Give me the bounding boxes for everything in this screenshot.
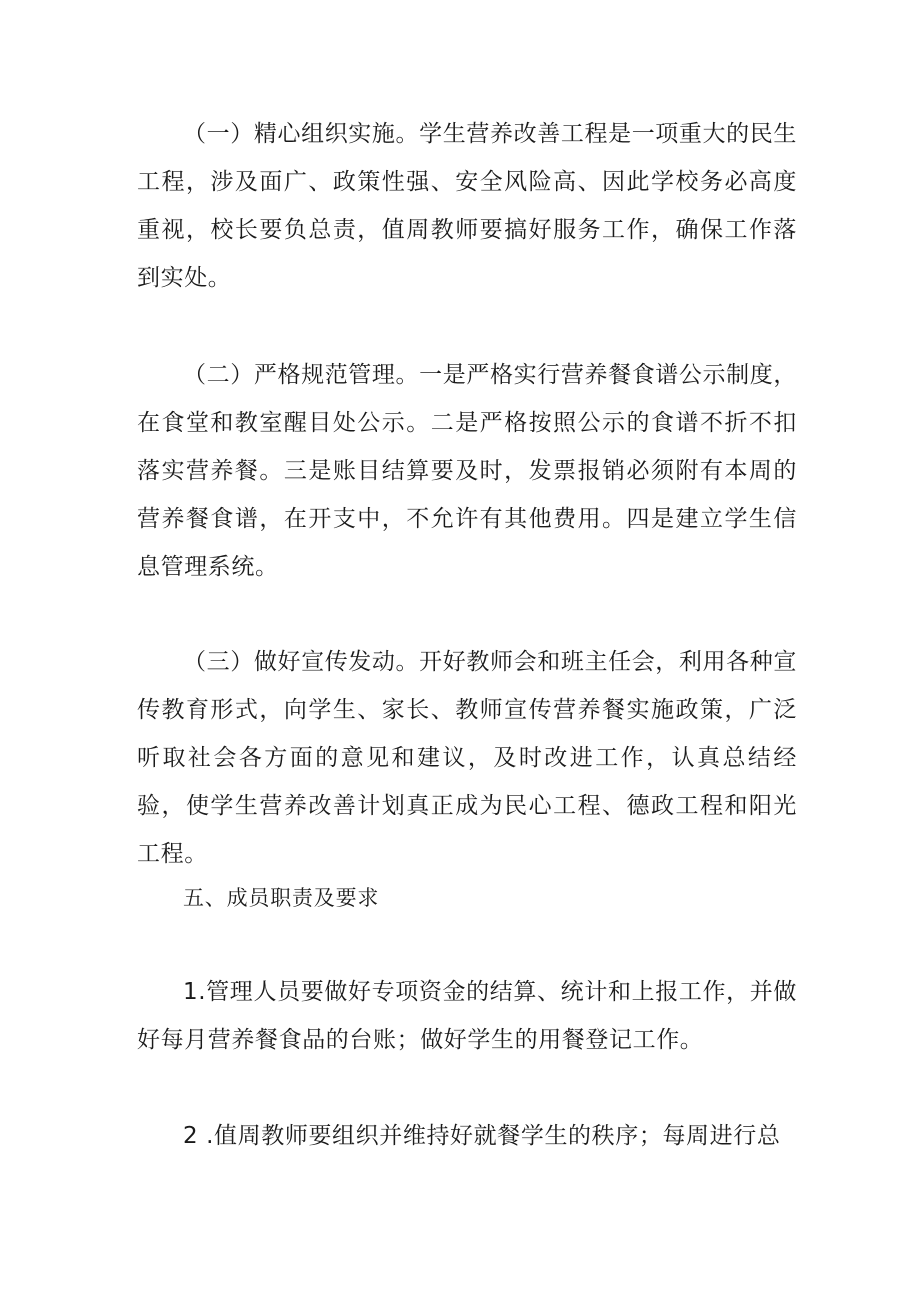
paragraph-organize-implementation: （一）精心组织实施。学生营养改善工程是一项重大的民生工程，涉及面广、政策性强、安全风险高、因此学校务必高度重视，校长要负总责，值周教师要搞好服务工作，确保工作落到实处。	[137, 121, 797, 291]
paragraph-publicity: （三）做好宣传发动。开好教师会和班主任会，利用各种宣传教育形式，向学生、家长、教师宣传营养餐实施政策，广泛听取社会各方面的意见和建议，及时改进工作，认真总结经验，使学生营养改善计划真正成为民心工程、德政工程和阳光工程。	[137, 649, 797, 867]
paragraph-strict-management: （二）严格规范管理。一是严格实行营养餐食谱公示制度，在食堂和教室醒目处公示。二是严格按照公示的食谱不折不扣落实营养餐。三是账目结算要及时，发票报销必须附有本周的营养餐食谱，在开支中，不允许有其他费用。四是建立学生信息管理系统。	[137, 362, 797, 580]
list-item-managers: 1.管理人员要做好专项资金的结算、统计和上报工作，并做好每月营养餐食品的台账；做好学生的用餐登记工作。	[137, 979, 797, 1053]
section-heading: 五、成员职责及要求	[183, 886, 380, 910]
list-item-duty-teachers: 2 .值周教师要组织并维持好就餐学生的秩序；每周进行总	[183, 1123, 781, 1149]
